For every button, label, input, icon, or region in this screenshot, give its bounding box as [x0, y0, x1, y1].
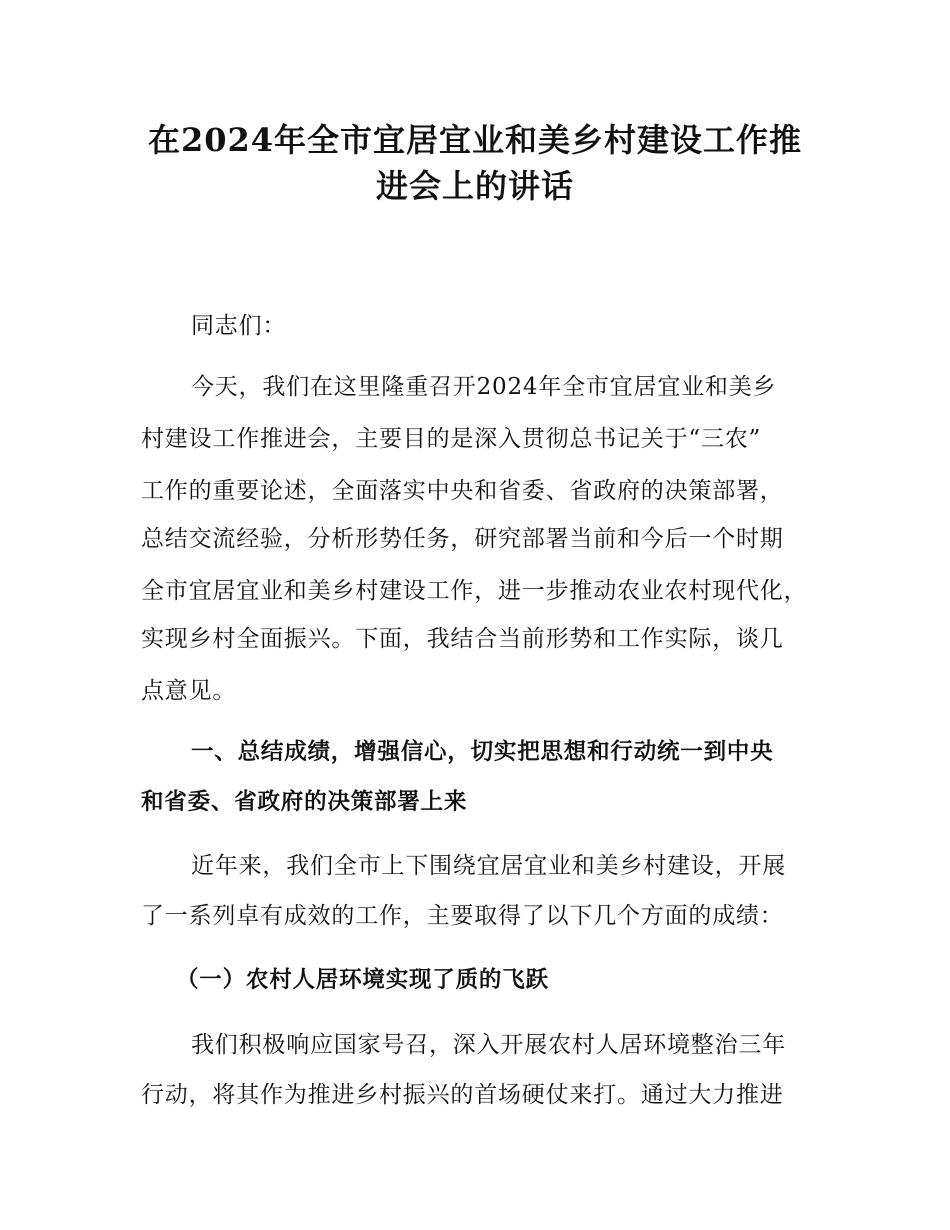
- document-title-line-1: 在2024年全市宜居宜业和美乡村建设工作推: [147, 121, 803, 159]
- section-1-heading-line-2: 和省委、省政府的决策部署上来: [141, 789, 468, 815]
- greeting: 同志们：: [191, 313, 287, 339]
- intro-line-1: 今天，我们在这里隆重召开2024年全市宜居宜业和美乡: [191, 374, 777, 400]
- section-1-body-line-1: 近年来，我们全市上下围绕宜居宜业和美乡村建设，开展: [191, 853, 786, 879]
- intro-line-2: 村建设工作推进会，主要目的是深入贯彻总书记关于“三农”: [141, 426, 762, 452]
- intro-line-4: 总结交流经验，分析形势任务，研究部署当前和今后一个时期: [141, 526, 784, 552]
- intro-line-6: 实现乡村全面振兴。下面，我结合当前形势和工作实际，谈几: [141, 626, 784, 652]
- intro-line-7: 点意见。: [141, 678, 237, 704]
- section-1-body-line-2: 了一系列卓有成效的工作，主要取得了以下几个方面的成绩：: [141, 903, 784, 929]
- section-1-heading-line-1: 一、总结成绩，增强信心，切实把思想和行动统一到中央: [191, 739, 774, 765]
- subsection-1-heading: （一）农村人居环境实现了质的飞跃: [176, 967, 549, 993]
- subsection-1-body-line-1: 我们积极响应国家号召，深入开展农村人居环境整治三年: [191, 1032, 786, 1058]
- intro-line-3: 工作的重要论述，全面落实中央和省委、省政府的决策部署，: [141, 478, 784, 504]
- intro-line-5: 全市宜居宜业和美乡村建设工作，进一步推动农业农村现代化，: [141, 578, 808, 604]
- subsection-1-body-line-2: 行动，将其作为推进乡村振兴的首场硬仗来打。通过大力推进: [141, 1082, 784, 1108]
- document-title-line-2: 进会上的讲话: [375, 167, 574, 205]
